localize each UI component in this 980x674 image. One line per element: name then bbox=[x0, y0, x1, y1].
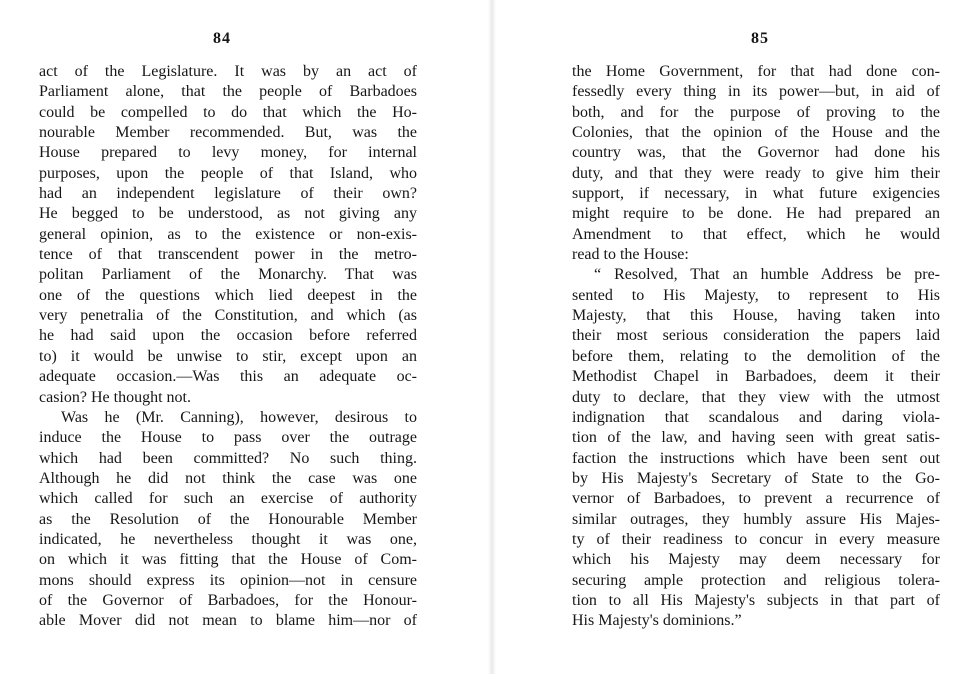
text-line: vernor of Barbadoes, to prevent a recurrence of bbox=[572, 490, 940, 508]
text-line: read to the House: bbox=[572, 246, 689, 264]
text-line: had an independent legislature of their own? bbox=[39, 185, 417, 203]
text-line: before them, relating to the demolition of the bbox=[572, 347, 940, 365]
text-line: one of the questions which lied deepest in the bbox=[39, 286, 417, 304]
text-line: tion to all His Majesty's subjects in that part of bbox=[572, 591, 940, 609]
text-line: ty of their readiness to concur in every measure bbox=[572, 530, 940, 548]
text-line: which called for such an exercise of authority bbox=[39, 490, 417, 508]
text-line: general opinion, as to the existence or non-exis- bbox=[39, 225, 417, 243]
text-line: His Majesty's dominions.” bbox=[572, 612, 742, 630]
text-line: which his Majesty may deem necessary for bbox=[572, 551, 940, 569]
text-line: sented to His Majesty, to represent to His bbox=[572, 286, 940, 304]
text-line: Parliament alone, that the people of Barbadoes bbox=[39, 83, 417, 101]
text-line: to) it would be unwise to stir, except upon an bbox=[39, 347, 417, 365]
text-line: the Home Government, for that had done con- bbox=[572, 63, 940, 80]
text-line: mons should express its opinion—not in censure bbox=[39, 571, 417, 589]
text-line: politan Parliament of the Monarchy. That was bbox=[39, 266, 417, 284]
text-line: He begged to be understood, as not giving any bbox=[39, 205, 417, 223]
text-line: duty, and that they were ready to give him their bbox=[572, 164, 940, 182]
text-line: fessedly every thing in its power—but, in aid of bbox=[572, 83, 940, 101]
text-line: their most serious consideration the papers laid bbox=[572, 327, 940, 345]
left-page-text bbox=[39, 62, 417, 632]
right-page-number: 85 bbox=[751, 30, 769, 47]
text-line: purposes, upon the people of that Island, who bbox=[39, 164, 417, 182]
text-line: Colonies, that the opinion of the House and the bbox=[572, 124, 940, 142]
text-line: by His Majesty's Secretary of State to the Go- bbox=[572, 469, 940, 487]
text-line: Amendment to that effect, which he would bbox=[572, 225, 940, 243]
text-line: adequate occasion.—Was this an adequate oc- bbox=[39, 368, 417, 386]
text-line: both, and for the purpose of proving to the bbox=[572, 103, 940, 121]
text-line: Was he (Mr. Canning), however, desirous to bbox=[61, 408, 417, 426]
text-line: act of the Legislature. It was by an act of bbox=[39, 63, 417, 80]
text-line: similar outrages, they humbly assure His Majes- bbox=[572, 510, 940, 528]
text-line: induce the House to pass over the outrage bbox=[39, 429, 417, 447]
text-line: casion? He thought not. bbox=[39, 388, 191, 406]
text-line: securing ample protection and religious tolera- bbox=[572, 571, 940, 589]
text-line: he had said upon the occasion before referred bbox=[39, 327, 417, 345]
text-line: on which it was fitting that the House of Com- bbox=[39, 551, 417, 569]
left-page-number: 84 bbox=[213, 30, 231, 47]
text-line: Methodist Chapel in Barbadoes, deem it their bbox=[572, 368, 940, 386]
text-line: very penetralia of the Constitution, and which (as bbox=[39, 307, 417, 325]
text-line: faction the instructions which have been sent out bbox=[572, 449, 940, 467]
right-page-text bbox=[572, 62, 940, 632]
text-line: Majesty, that this House, having taken into bbox=[572, 307, 940, 325]
text-line: House prepared to levy money, for internal bbox=[39, 144, 417, 162]
text-line: Although he did not think the case was one bbox=[39, 469, 417, 487]
text-line: nourable Member recommended. But, was the bbox=[39, 124, 417, 142]
text-line: as the Resolution of the Honourable Member bbox=[39, 510, 417, 528]
text-line: which had been committed? No such thing. bbox=[39, 449, 417, 467]
text-line: support, if necessary, in what future exigencies bbox=[572, 185, 940, 203]
text-line: tence of that transcendent power in the metro- bbox=[39, 246, 417, 264]
text-line: duty to declare, that they view with the utmost bbox=[572, 388, 940, 406]
text-line: of the Governor of Barbadoes, for the Honour- bbox=[39, 591, 417, 609]
text-line: indignation that scandalous and daring viola- bbox=[572, 408, 940, 426]
text-line: “ Resolved, That an humble Address be pre- bbox=[594, 266, 940, 284]
text-line: able Mover did not mean to blame him—nor of bbox=[39, 612, 417, 630]
text-line: indicated, he nevertheless thought it was one, bbox=[39, 530, 417, 548]
text-line: country was, that the Governor had done his bbox=[572, 144, 940, 162]
text-line: might require to be done. He had prepared an bbox=[572, 205, 940, 223]
text-line: could be compelled to do that which the Ho- bbox=[39, 103, 417, 121]
text-line: tion of the law, and having seen with great satis- bbox=[572, 429, 940, 447]
page-gutter bbox=[488, 0, 496, 674]
